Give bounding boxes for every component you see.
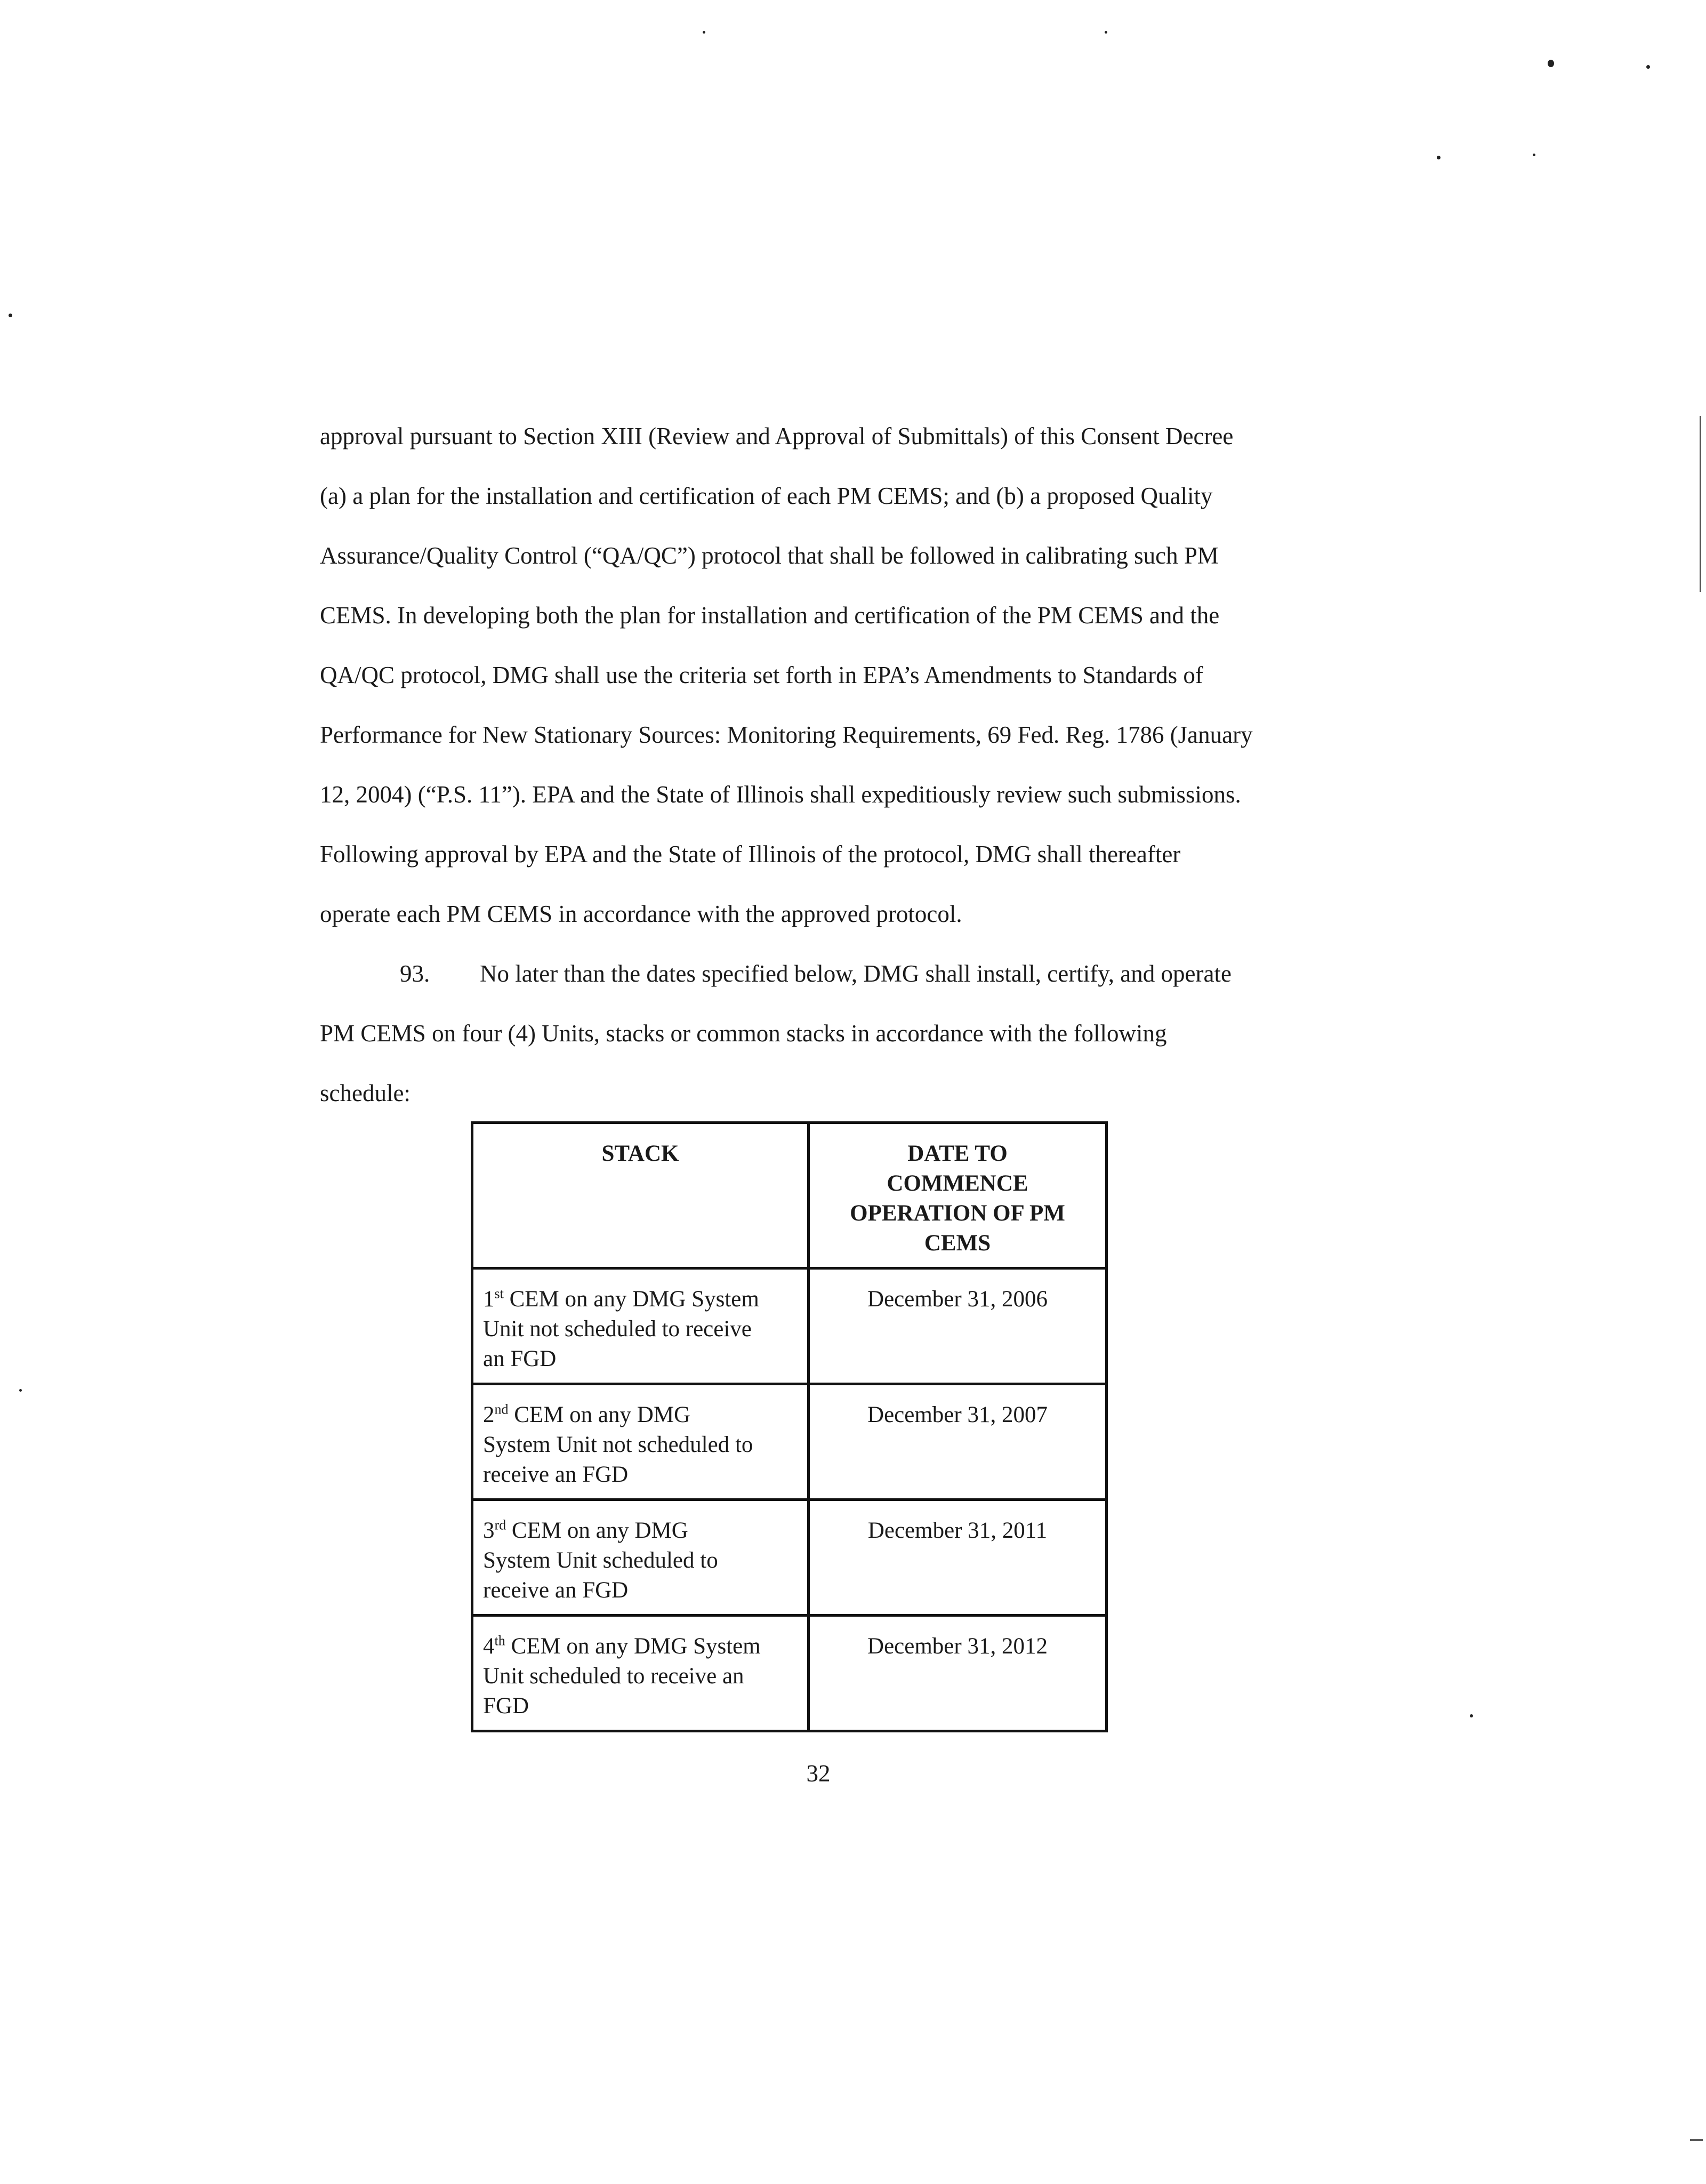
paragraph-number: 93.	[400, 960, 430, 987]
header-stack: STACK	[472, 1123, 809, 1268]
scan-speck	[9, 314, 12, 317]
stack-cell: 1st CEM on any DMG System Unit not scheduled to receive an FGD	[472, 1268, 809, 1384]
text-line: schedule:	[320, 1080, 411, 1106]
scan-speck	[1470, 1714, 1473, 1717]
scan-speck	[1105, 31, 1107, 34]
text-line: QA/QC protocol, DMG shall use the criteria set forth in EPA’s Amendments to Standards of	[320, 662, 1203, 688]
scan-speck	[1533, 154, 1535, 156]
body-text	[320, 406, 1333, 1123]
stack-cell: 4th CEM on any DMG System Unit scheduled to receive an FGD	[472, 1616, 809, 1731]
schedule-table	[471, 1121, 1108, 1732]
date-cell: December 31, 2007	[809, 1384, 1107, 1500]
text-line: CEMS. In developing both the plan for installation and certification of the PM CEMS and the	[320, 602, 1220, 629]
scan-speck	[1437, 156, 1441, 159]
text-line: (a) a plan for the installation and certification of each PM CEMS; and (b) a proposed Quality	[320, 483, 1213, 509]
text-line: approval pursuant to Section XIII (Review and Approval of Submittals) of this Consent Decree	[320, 423, 1234, 449]
scan-speck	[1548, 60, 1554, 67]
text-line: Assurance/Quality Control (“QA/QC”) protocol that shall be followed in calibrating such PM	[320, 542, 1219, 569]
text-line: Following approval by EPA and the State of Illinois of the protocol, DMG shall thereafter	[320, 841, 1181, 868]
table-row	[472, 1616, 1107, 1731]
text-line: Performance for New Stationary Sources: Monitoring Requirements, 69 Fed. Reg. 1786 (January	[320, 721, 1253, 748]
page-number: 32	[806, 1760, 831, 1787]
date-cell: December 31, 2006	[809, 1268, 1107, 1384]
table-row	[472, 1384, 1107, 1500]
scan-speck	[703, 31, 705, 34]
date-cell: December 31, 2012	[809, 1616, 1107, 1731]
text-line: No later than the dates specified below, DMG shall install, certify, and operate	[480, 960, 1232, 987]
paragraph-93	[320, 944, 1333, 1123]
table-row	[472, 1268, 1107, 1384]
text-line: PM CEMS on four (4) Units, stacks or common stacks in accordance with the following	[320, 1020, 1167, 1047]
scan-speck	[19, 1389, 22, 1392]
header-date: DATE TO COMMENCE OPERATION OF PM CEMS	[809, 1123, 1107, 1268]
text-line: operate each PM CEMS in accordance with the approved protocol.	[320, 901, 962, 927]
stack-cell: 3rd CEM on any DMG System Unit scheduled to receive an FGD	[472, 1500, 809, 1616]
scan-edge-mark	[1690, 2139, 1703, 2141]
scan-edge-mark	[1700, 416, 1701, 592]
table-row	[472, 1500, 1107, 1616]
text-line: 12, 2004) (“P.S. 11”). EPA and the State of Illinois shall expeditiously review such submissions.	[320, 781, 1241, 808]
table-header-row	[472, 1123, 1107, 1268]
scan-speck	[1646, 65, 1650, 69]
date-cell: December 31, 2011	[809, 1500, 1107, 1616]
continuation-paragraph	[320, 406, 1333, 944]
stack-cell: 2nd CEM on any DMG System Unit not scheduled to receive an FGD	[472, 1384, 809, 1500]
